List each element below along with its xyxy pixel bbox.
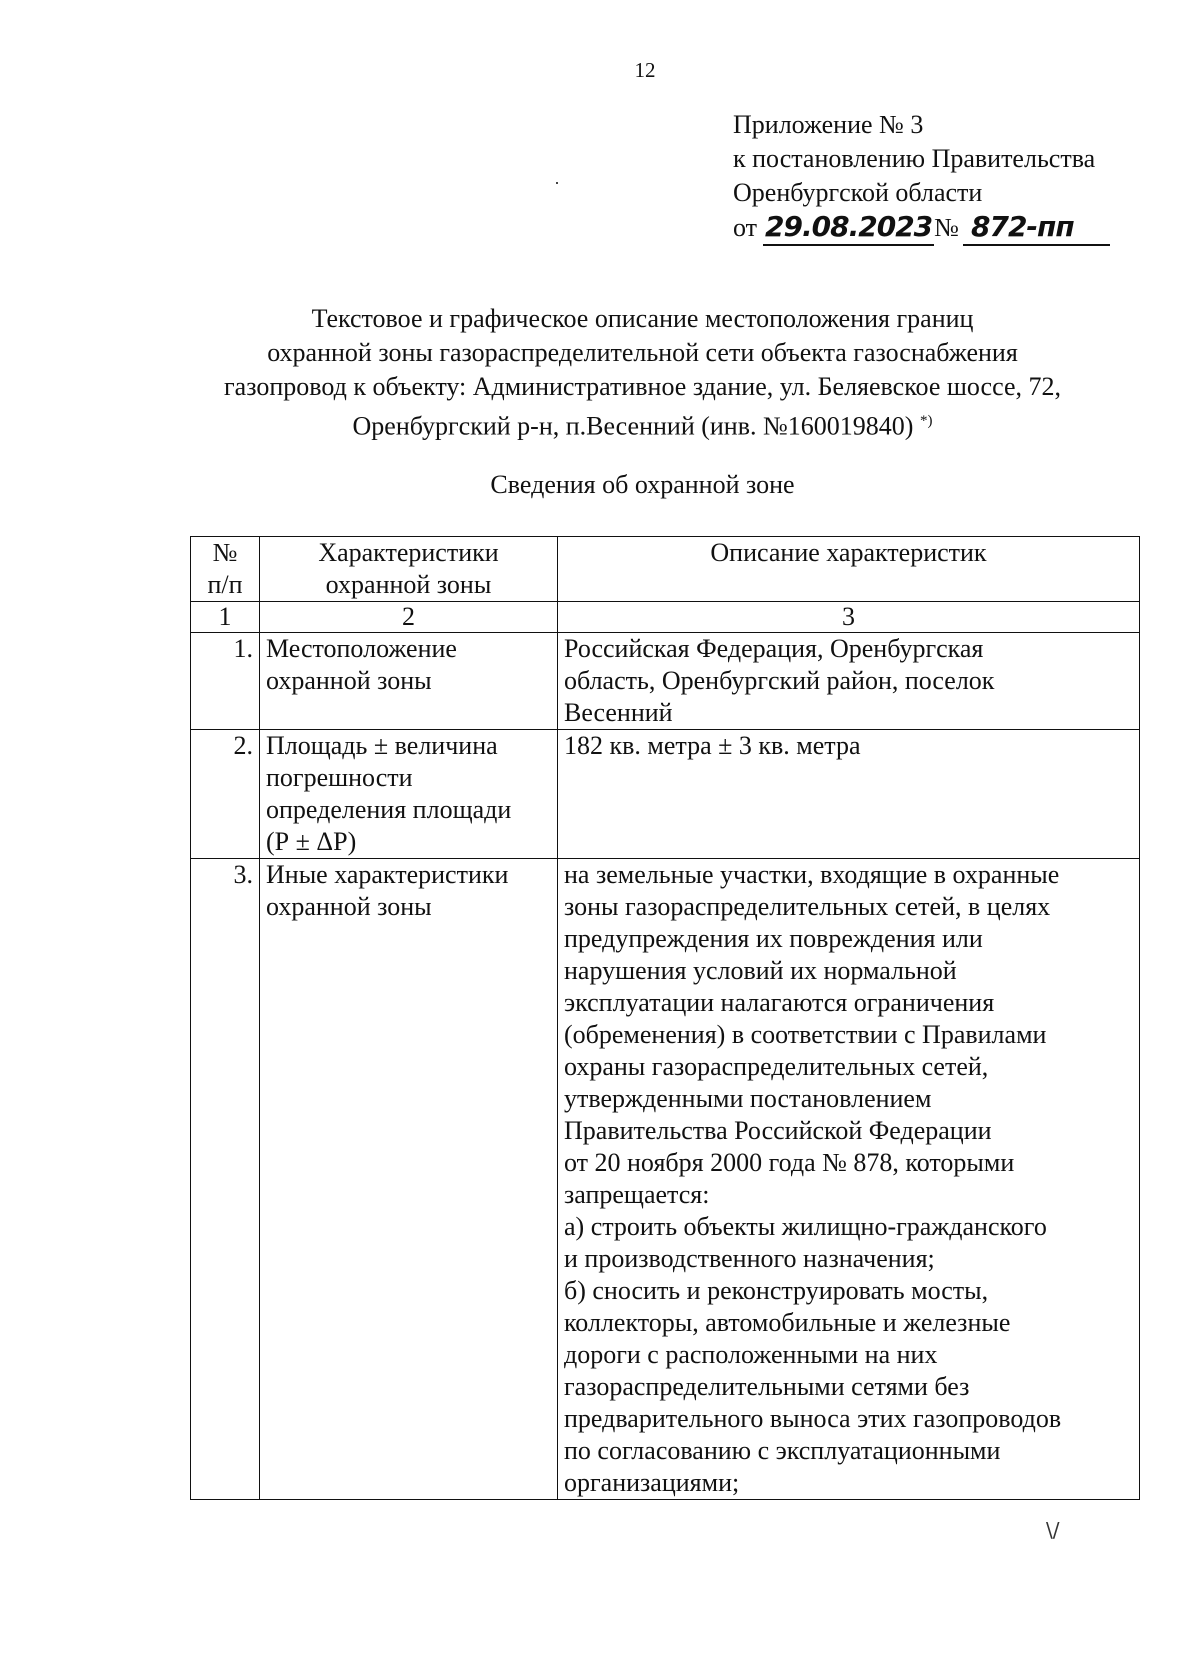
appendix-line-1: Приложение № 3 (733, 110, 924, 139)
text-line: запрещается: (564, 1180, 710, 1209)
text-line: б) сносить и реконструировать мосты, (564, 1276, 989, 1305)
text-line: на земельные участки, входящие в охранные (564, 860, 1060, 889)
footnote-mark: *) (919, 413, 933, 429)
text-line: и производственного назначения; (564, 1244, 935, 1273)
appendix-line-2: к постановлению Правительства (733, 144, 1096, 173)
text-line: Правительства Российской Федерации (564, 1116, 992, 1145)
row-description (558, 730, 1140, 859)
row-characteristic (260, 633, 558, 730)
text-line: предварительного выноса этих газопроводов (564, 1404, 1062, 1433)
number-label: № (934, 213, 959, 242)
column-number-2: 2 (260, 602, 558, 633)
title-line-4-wrap (150, 404, 1135, 444)
text-line: охранной зоны (266, 666, 432, 695)
row-characteristic (260, 730, 558, 859)
text-line: зоны газораспределительных сетей, в целях (564, 892, 1051, 921)
text-line: охранной зоны (325, 570, 492, 599)
section-subtitle: Сведения об охранной зоне (490, 470, 795, 499)
appendix-block (733, 108, 1110, 246)
title-line-1: Текстовое и графическое описание местоположения границ (311, 304, 974, 333)
text-line: Весенний (564, 698, 673, 727)
title-line-3: газопровод к объекту: Административное здание, ул. Беляевское шоссе, 72, (224, 372, 1061, 401)
text-line: Иные характеристики (266, 860, 509, 889)
margin-check-mark: \/ (1046, 1518, 1060, 1542)
title-line-4: Оренбургский р-н, п.Весенний (инв. №160019840) (352, 411, 914, 441)
table-row (191, 730, 1140, 859)
text-line: (обременения) в соответствии с Правилами (564, 1020, 1047, 1049)
text-line: определения площади (266, 795, 512, 824)
text-line: предупреждения их повреждения или (564, 924, 983, 953)
text-line: Характеристики (318, 538, 499, 567)
text-line: газораспределительными сетями без (564, 1372, 970, 1401)
text-line: (Р ± ΔР) (266, 827, 357, 856)
text-line: охраны газораспределительных сетей, (564, 1052, 989, 1081)
table-row (191, 633, 1140, 730)
text-line: по согласованию с эксплуатационными (564, 1436, 1001, 1465)
text-line: нарушения условий их нормальной (564, 956, 957, 985)
text-line: дороги с расположенными на них (564, 1340, 938, 1369)
text-line: коллекторы, автомобильные и железные (564, 1308, 1011, 1337)
handwritten-number: 872-пп (963, 210, 1110, 246)
text-line: № (212, 538, 238, 567)
header-col-1 (191, 537, 260, 602)
text-line: организациями; (564, 1468, 740, 1497)
column-number-1: 1 (191, 602, 260, 633)
row-characteristic (260, 859, 558, 1500)
title-line-2: охранной зоны газораспределительной сети объекта газоснабжения (267, 338, 1018, 367)
document-title (150, 302, 1135, 444)
text-line: п/п (207, 570, 243, 599)
from-label: от (733, 213, 758, 242)
text-line: от 20 ноября 2000 года № 878, которыми (564, 1148, 1015, 1177)
text-line: охранной зоны (266, 892, 432, 921)
text-line: Площадь ± величина (266, 731, 498, 760)
column-number-row (191, 602, 1140, 633)
appendix-line-3: Оренбургской области (733, 178, 983, 207)
column-number-3: 3 (558, 602, 1140, 633)
row-description (558, 859, 1140, 1500)
text-line: Местоположение (266, 634, 457, 663)
appendix-date-line (733, 210, 1110, 246)
scan-speck (556, 182, 558, 184)
handwritten-date: 29.08.2023 (763, 210, 934, 246)
text-line: утвержденными постановлением (564, 1084, 932, 1113)
text-line: эксплуатации налагаются ограничения (564, 988, 995, 1017)
table-header-row (191, 537, 1140, 602)
header-col-2 (260, 537, 558, 602)
header-col-3 (558, 537, 1140, 602)
row-description (558, 633, 1140, 730)
page-number: 12 (634, 58, 656, 82)
table-row (191, 859, 1140, 1500)
text-line: 182 кв. метра ± 3 кв. метра (564, 731, 861, 760)
text-line: Описание характеристик (710, 538, 987, 567)
text-line: область, Оренбургский район, поселок (564, 666, 995, 695)
text-line: а) строить объекты жилищно-гражданского (564, 1212, 1047, 1241)
text-line: Российская Федерация, Оренбургская (564, 634, 984, 663)
zone-info-table (190, 536, 1140, 1500)
text-line: погрешности (266, 763, 413, 792)
row-number: 3. (191, 859, 260, 1500)
row-number: 2. (191, 730, 260, 859)
row-number: 1. (191, 633, 260, 730)
